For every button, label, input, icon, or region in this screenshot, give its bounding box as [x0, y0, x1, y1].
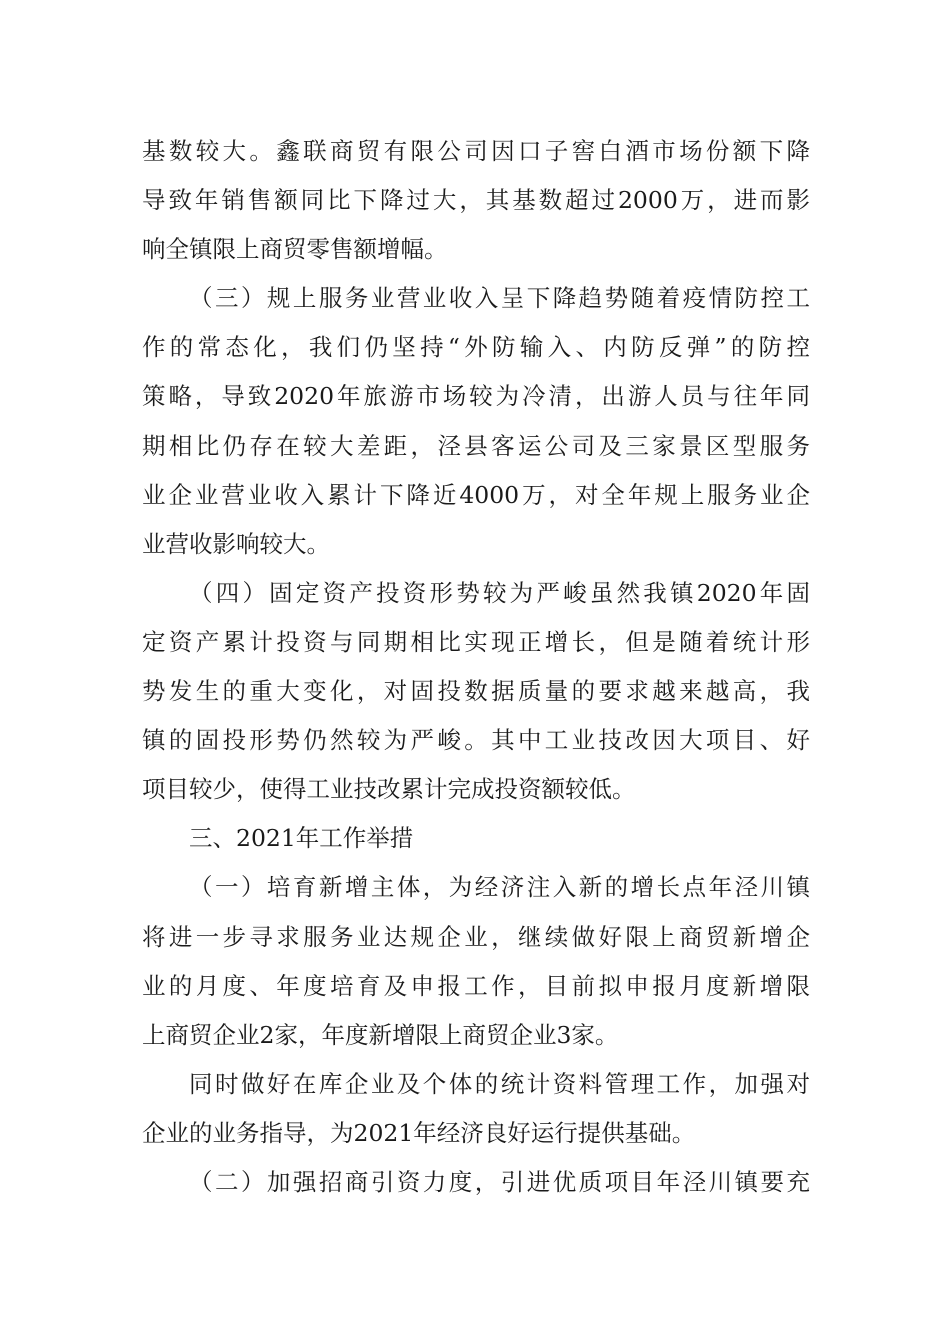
- section-heading-3: （三）规上服务业营业收入呈下降趋势随着疫情防控工: [189, 284, 810, 313]
- chapter-heading: 三、2021年工作举措: [189, 824, 414, 853]
- document-body: [142, 127, 810, 1207]
- text-line: 期相比仍存在较大差距，泾县客运公司及三家景区型服务: [142, 431, 810, 460]
- text-line: 将进一步寻求服务业达规企业，继续做好限上商贸新增企: [142, 922, 810, 951]
- section-heading-1: （一）培育新增主体，为经济注入新的增长点年泾川镇: [189, 873, 810, 902]
- text-line: 导致年销售额同比下降过大，其基数超过2000万，进而影: [142, 186, 810, 215]
- text-line: 业的月度、年度培育及申报工作，目前拟申报月度新增限: [142, 971, 810, 1000]
- text-line: 响全镇限上商贸零售额增幅。: [142, 235, 448, 264]
- text-line: 基数较大。鑫联商贸有限公司因口子窖白酒市场份额下降: [142, 137, 810, 165]
- section-heading-4: （四）固定资产投资形势较为严峻虽然我镇2020年固: [189, 578, 810, 607]
- text-line: 势发生的重大变化，对固投数据质量的要求越来越高，我: [142, 677, 810, 706]
- text-line: 定资产累计投资与同期相比实现正增长，但是随着统计形: [142, 627, 810, 656]
- text-line: 上商贸企业2家，年度新增限上商贸企业3家。: [142, 1020, 619, 1049]
- text-line: 企业的业务指导，为2021年经济良好运行提供基础。: [142, 1118, 696, 1147]
- text-line: 同时做好在库企业及个体的统计资料管理工作，加强对: [189, 1069, 810, 1098]
- text-line: 业营收影响较大。: [142, 529, 330, 558]
- text-line: 镇的固投形势仍然较为严峻。其中工业技改因大项目、好: [142, 726, 810, 755]
- text-line: 业企业营业收入累计下降近4000万，对全年规上服务业企: [142, 480, 810, 509]
- section-heading-2: （二）加强招商引资力度，引进优质项目年泾川镇要充: [189, 1167, 810, 1196]
- text-line: 策略，导致2020年旅游市场较为冷清，出游人员与往年同: [142, 382, 810, 411]
- text-line: 项目较少，使得工业技改累计完成投资额较低。: [142, 775, 636, 804]
- text-line: 作的常态化，我们仍坚持“外防输入、内防反弹”的防控: [142, 333, 810, 362]
